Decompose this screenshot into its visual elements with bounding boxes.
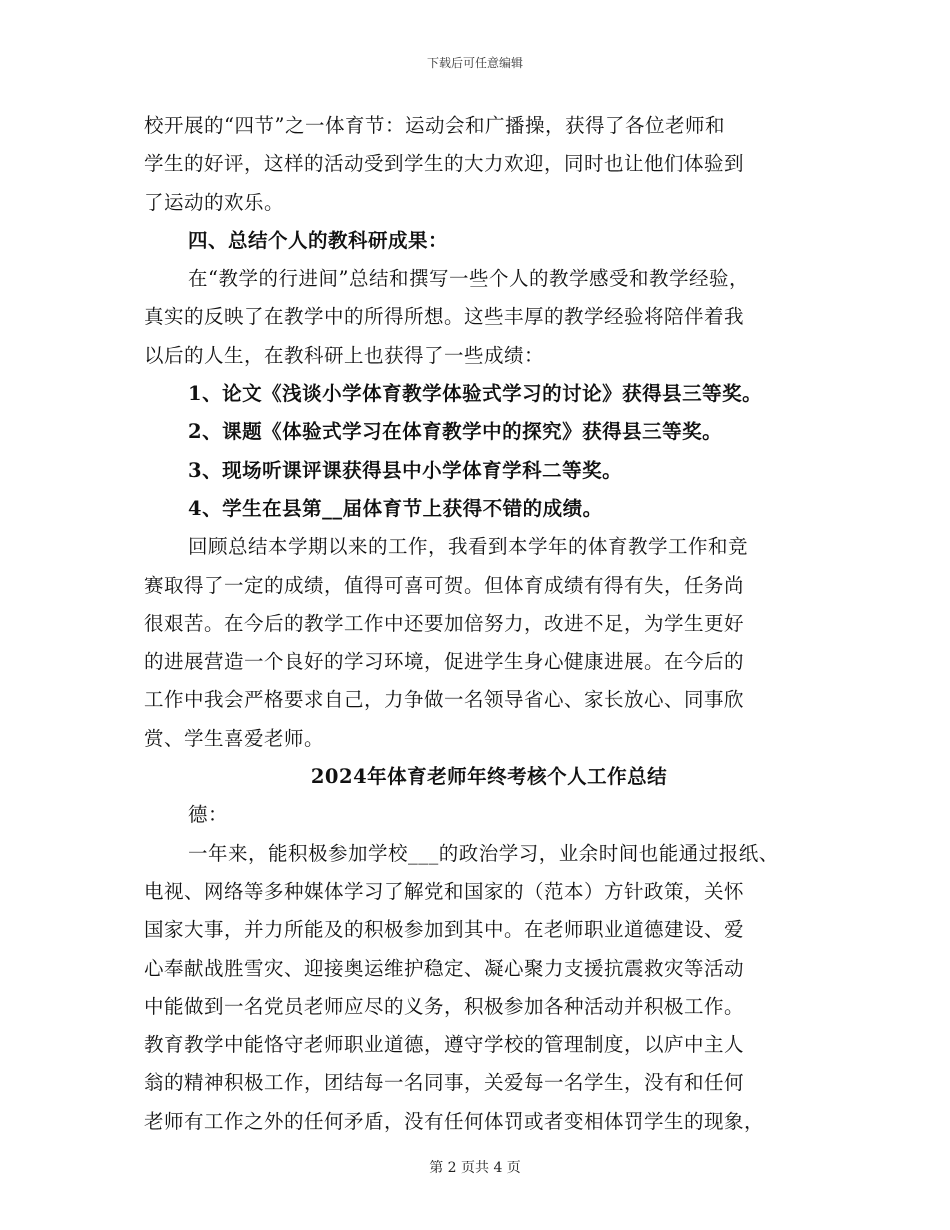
section-heading: 四、总结个人的教科研成果： <box>188 228 449 252</box>
body-line: 电视、网络等多种媒体学习了解党和国家的（范本）方针政策，关怀 <box>144 879 745 903</box>
body-line: 赏、学生喜爱老师。 <box>144 726 325 750</box>
body-line: 工作中我会严格要求自己，力争做一名领导省心、家长放心、同事欣 <box>144 688 745 712</box>
achievement-item: 2、课题《体验式学习在体育教学中的探究》获得县三等奖。 <box>188 420 723 444</box>
body-line: 赛取得了一定的成绩，值得可喜可贺。但体育成绩有得有失，任务尚 <box>144 573 745 597</box>
body-line: 中能做到一名党员老师应尽的义务，积极参加各种活动并积极工作。 <box>144 994 745 1018</box>
page-footer: 第 2 页共 4 页 <box>429 1160 521 1176</box>
body-line: 学生的好评，这样的活动受到学生的大力欢迎，同时也让他们体验到 <box>144 152 745 176</box>
body-line: 翁的精神积极工作，团结每一名同事，关爱每一名学生，没有和任何 <box>144 1071 745 1095</box>
body-line: 很艰苦。在今后的教学工作中还要加倍努力，改进不足，为学生更好 <box>144 611 745 635</box>
body-line: 了运动的欢乐。 <box>144 190 285 214</box>
body-line: 一年来，能积极参加学校___的政治学习，业余时间也能通过报纸、 <box>188 841 779 865</box>
document-title: 2024年体育老师年终考核个人工作总结 <box>310 765 668 789</box>
body-line: 回顾总结本学期以来的工作，我看到本学年的体育教学工作和竞 <box>188 535 749 559</box>
page-header: 下载后可任意编辑 <box>426 56 523 70</box>
achievement-item: 3、现场听课评课获得县中小学体育学科二等奖。 <box>188 458 623 482</box>
body-line: 老师有工作之外的任何矛盾，没有任何体罚或者变相体罚学生的现象， <box>144 1109 765 1133</box>
body-line: 校开展的“四节”之一体育节：运动会和广播操，获得了各位老师和 <box>144 114 725 137</box>
document-body <box>144 107 834 1141</box>
achievement-item: 4、学生在县第__届体育节上获得不错的成绩。 <box>188 496 603 520</box>
body-line: 真实的反映了在教学中的所得所想。这些丰厚的教学经验将陪伴着我 <box>144 305 745 329</box>
body-line: 德： <box>188 803 229 827</box>
body-line: 在“教学的行进间”总结和撰写一些个人的教学感受和教学经验， <box>188 267 749 291</box>
body-line: 以后的人生，在教科研上也获得了一些成绩： <box>144 343 545 367</box>
body-line: 教育教学中能恪守老师职业道德，遵守学校的管理制度，以庐中主人 <box>144 1033 745 1057</box>
body-line: 国家大事，并力所能及的积极参加到其中。在老师职业道德建设、爱 <box>144 918 745 942</box>
achievement-item: 1、论文《浅谈小学体育教学体验式学习的讨论》获得县三等奖。 <box>188 382 763 406</box>
body-line: 的进展营造一个良好的学习环境，促进学生身心健康进展。在今后的 <box>144 650 745 674</box>
body-line: 心奉献战胜雪灾、迎接奥运维护稳定、凝心聚力支援抗震救灾等活动 <box>144 956 745 980</box>
